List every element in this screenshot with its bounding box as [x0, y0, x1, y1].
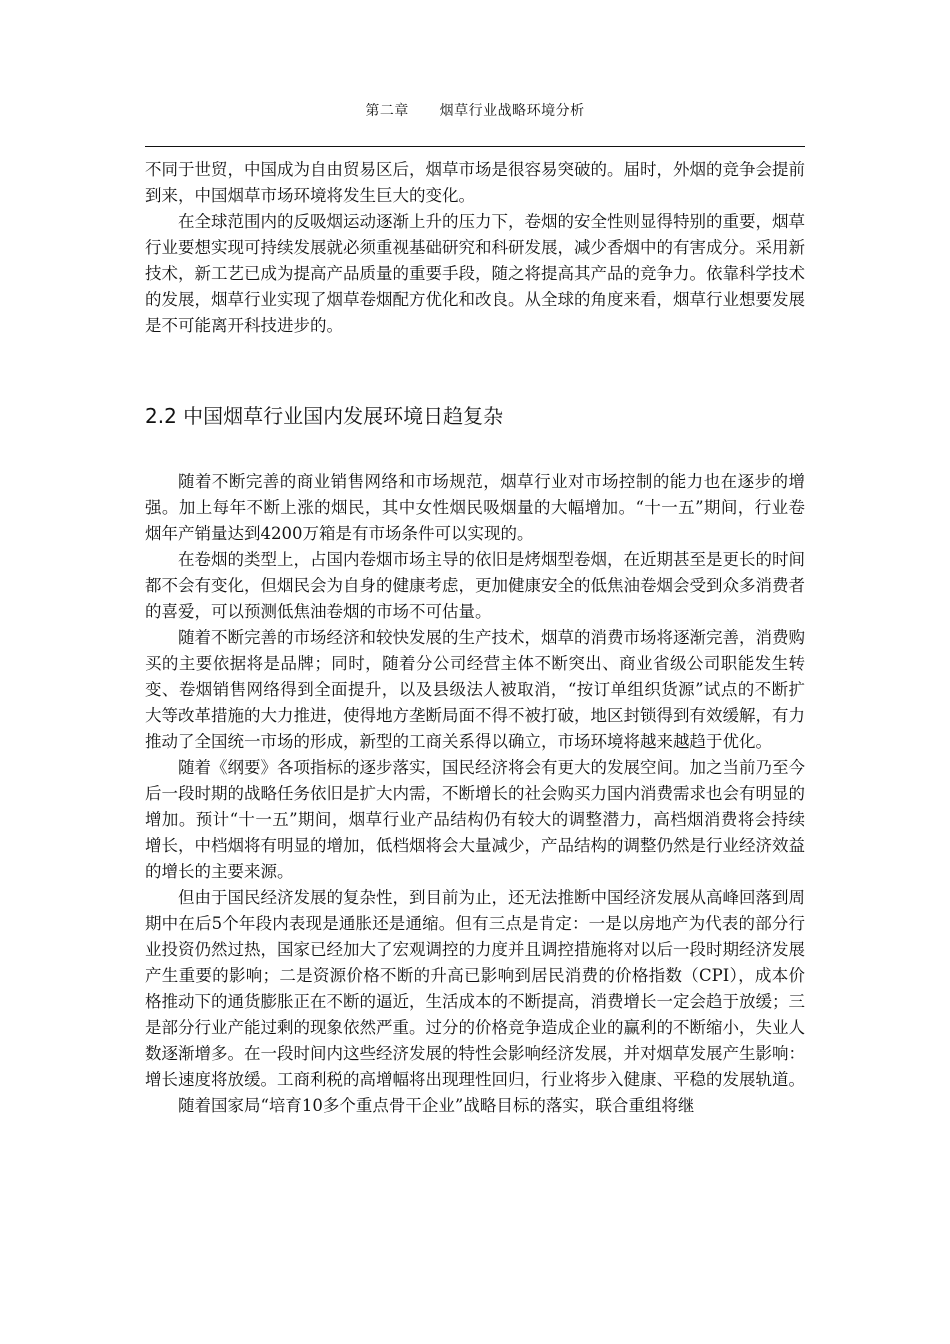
header-rule	[145, 146, 805, 147]
paragraph: 随着国家局“培育10多个重点骨干企业”战略目标的落实，联合重组将继	[178, 1096, 695, 1115]
paragraph: 随着不断完善的市场经济和较快发展的生产技术，烟草的消费市场将逐渐完善，消费购买的主要依据将是品牌；同时，随着分公司经营主体不断突出、商业省级公司职能发生转变、卷烟销售网络得到全面提升，以及县级法人被取消，“按订单组织货源”试点的不断扩大等改革措施的大力推进，使得地方垄断局面不得不被打破，地区封锁得到有效缓解，有力推动了全国统一市场的形成，新型的工商关系得以确立，市场环境将越来越趋于优化。	[145, 628, 805, 751]
chapter-title: 烟草行业战略环境分析	[439, 103, 585, 119]
paragraph: 随着不断完善的商业销售网络和市场规范，烟草行业对市场控制的能力也在逐步的增强。加上每年不断上涨的烟民，其中女性烟民吸烟量的大幅增加。“十一五”期间，行业卷烟年产销量达到4200万箱是有市场条件可以实现的。	[145, 472, 805, 543]
paragraph: 在卷烟的类型上，占国内卷烟市场主导的依旧是烤烟型卷烟，在近期甚至是更长的时间都不会有变化，但烟民会为自身的健康考虑，更加健康安全的低焦油卷烟会受到众多消费者的喜爱，可以预测低焦油卷烟的市场不可估量。	[145, 550, 805, 621]
section-number: 2.2	[145, 404, 177, 428]
section-heading	[145, 401, 805, 431]
paragraph: 不同于世贸，中国成为自由贸易区后，烟草市场是很容易突破的。届时，外烟的竞争会提前到来，中国烟草市场环境将发生巨大的变化。	[145, 160, 805, 205]
paragraph: 随着《纲要》各项指标的逐步落实，国民经济将会有更大的发展空间。加之当前乃至今后一段时期的战略任务依旧是扩大内需，不断增长的社会购买力国内消费需求也会有明显的增加。预计“十一五”期间，烟草行业产品结构仍有较大的调整潜力，高档烟消费将会持续增长，中档烟将有明显的增加，低档烟将会大量减少，产品结构的调整仍然是行业经济效益的增长的主要来源。	[145, 758, 805, 881]
paragraph: 在全球范围内的反吸烟运动逐渐上升的压力下，卷烟的安全性则显得特别的重要，烟草行业要想实现可持续发展就必须重视基础研究和科研发展，减少香烟中的有害成分。采用新技术，新工艺已成为提高产品质量的重要手段，随之将提高其产品的竞争力。依靠科学技术的发展，烟草行业实现了烟草卷烟配方优化和改良。从全球的角度来看，烟草行业想要发展是不可能离开科技进步的。	[145, 212, 805, 335]
intro-text-block	[145, 157, 805, 339]
section-text-block	[145, 469, 805, 1119]
chapter-number: 第二章	[365, 103, 409, 119]
paragraph: 但由于国民经济发展的复杂性，到目前为止，还无法推断中国经济发展从高峰回落到周期中在后5个年段内表现是通胀还是通缩。但有三点是肯定：一是以房地产为代表的部分行业投资仍然过热，国家已经加大了宏观调控的力度并且调控措施将对以后一段时期经济发展产生重要的影响；二是资源价格不断的升高已影响到居民消费的价格指数（CPI），成本价格推动下的通货膨胀正在不断的逼近，生活成本的不断提高，消费增长一定会趋于放缓；三是部分行业产能过剩的现象依然严重。过分的价格竞争造成企业的赢利的不断缩小，失业人数逐渐增多。在一段时间内这些经济发展的特性会影响经济发展，并对烟草发展产生影响：增长速度将放缓。工商利税的高增幅将出现理性回归，行业将步入健康、平稳的发展轨道。	[145, 888, 805, 1089]
running-header	[145, 101, 805, 121]
section-title: 中国烟草行业国内发展环境日趋复杂	[183, 404, 504, 428]
